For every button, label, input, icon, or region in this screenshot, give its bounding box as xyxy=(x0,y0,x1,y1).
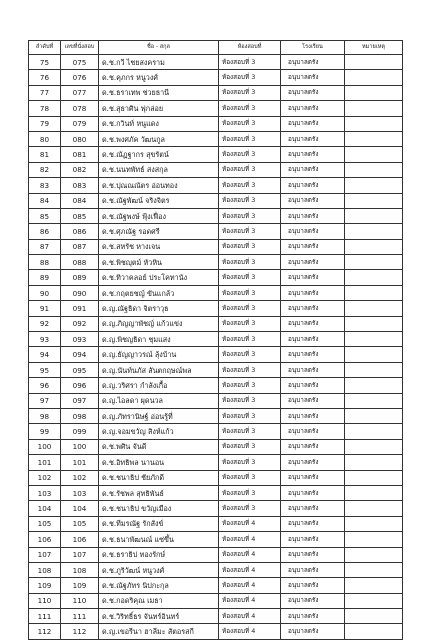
note-cell xyxy=(345,347,403,362)
seat-number: 091 xyxy=(61,301,99,316)
row-number: 75 xyxy=(29,55,61,70)
note-cell xyxy=(345,285,403,300)
student-name: ด.ช.ปุณณณัตร อ่อนทอง xyxy=(99,178,219,193)
exam-room: ห้องสอบที่ 3 xyxy=(219,55,281,70)
exam-room: ห้องสอบที่ 3 xyxy=(219,347,281,362)
note-cell xyxy=(345,270,403,285)
header-row xyxy=(29,41,403,55)
school-name: อนุบาลตรัง xyxy=(281,208,345,223)
student-name: ด.ช.ธราเทพ ช่วยธานี xyxy=(99,85,219,100)
exam-room: ห้องสอบที่ 3 xyxy=(219,131,281,146)
exam-room: ห้องสอบที่ 3 xyxy=(219,485,281,500)
row-number: 104 xyxy=(29,501,61,516)
school-name: อนุบาลตรัง xyxy=(281,116,345,131)
school-name: อนุบาลตรัง xyxy=(281,501,345,516)
student-name: ด.ช.คุภกร หนูวงศ์ xyxy=(99,70,219,85)
table-row xyxy=(29,193,403,208)
row-number: 93 xyxy=(29,332,61,347)
school-name: อนุบาลตรัง xyxy=(281,532,345,547)
row-number: 112 xyxy=(29,624,61,639)
note-cell xyxy=(345,332,403,347)
school-name: อนุบาลตรัง xyxy=(281,362,345,377)
student-name: ด.ช.ชนาธิป ชัยภักดี xyxy=(99,470,219,485)
exam-room: ห้องสอบที่ 3 xyxy=(219,455,281,470)
note-cell xyxy=(345,562,403,577)
seat-number: 097 xyxy=(61,393,99,408)
note-cell xyxy=(345,316,403,331)
table-row xyxy=(29,70,403,85)
table-row xyxy=(29,316,403,331)
table-row xyxy=(29,116,403,131)
note-cell xyxy=(345,362,403,377)
student-name: ด.ช.ณัฏฐากร สุขรัตน์ xyxy=(99,147,219,162)
exam-seating-sheet xyxy=(28,40,402,640)
school-name: อนุบาลตรัง xyxy=(281,562,345,577)
table-row xyxy=(29,347,403,362)
student-name: ด.ช.ธนาพัฒนณ์ แซ่ขึ้น xyxy=(99,532,219,547)
student-name: ด.ช.ภูริวัฒน์ หนูวงศ์ xyxy=(99,562,219,577)
table-row xyxy=(29,408,403,423)
note-cell xyxy=(345,624,403,639)
row-number: 84 xyxy=(29,193,61,208)
table-row xyxy=(29,178,403,193)
student-name: ด.ช.ศุภณัฐ รอดศรี xyxy=(99,224,219,239)
student-name: ด.ช.กวี ไชยสงคราม xyxy=(99,55,219,70)
seat-number: 079 xyxy=(61,116,99,131)
school-name: อนุบาลตรัง xyxy=(281,239,345,254)
exam-room: ห้องสอบที่ 3 xyxy=(219,239,281,254)
row-number: 87 xyxy=(29,239,61,254)
student-name: ด.ช.วิริทธิ์ธร จันทร์อินทร์ xyxy=(99,609,219,624)
seat-number: 082 xyxy=(61,162,99,177)
seat-number: 080 xyxy=(61,131,99,146)
seat-number: 084 xyxy=(61,193,99,208)
seat-number: 085 xyxy=(61,208,99,223)
note-cell xyxy=(345,101,403,116)
seat-number: 100 xyxy=(61,439,99,454)
table-row xyxy=(29,239,403,254)
row-number: 106 xyxy=(29,532,61,547)
student-name: ด.ช.ชนาธิป ขวัญเมือง xyxy=(99,501,219,516)
row-number: 92 xyxy=(29,316,61,331)
exam-room: ห้องสอบที่ 3 xyxy=(219,362,281,377)
exam-room: ห้องสอบที่ 4 xyxy=(219,578,281,593)
row-number: 98 xyxy=(29,408,61,423)
row-number: 101 xyxy=(29,455,61,470)
header-note: หมายเหตุ xyxy=(345,41,403,55)
seat-number: 086 xyxy=(61,224,99,239)
table-row xyxy=(29,378,403,393)
exam-room: ห้องสอบที่ 3 xyxy=(219,393,281,408)
exam-room: ห้องสอบที่ 3 xyxy=(219,178,281,193)
table-row xyxy=(29,85,403,100)
exam-room: ห้องสอบที่ 3 xyxy=(219,332,281,347)
table-row xyxy=(29,208,403,223)
school-name: อนุบาลตรัง xyxy=(281,55,345,70)
row-number: 110 xyxy=(29,593,61,608)
student-name: ด.ญ.ไอลดา ผุดนวล xyxy=(99,393,219,408)
row-number: 89 xyxy=(29,270,61,285)
row-number: 102 xyxy=(29,470,61,485)
header-seat-code: เลขที่นั่งสอบ xyxy=(61,41,99,55)
header-exam-room: ห้องสอบที่ xyxy=(219,41,281,55)
seat-number: 111 xyxy=(61,609,99,624)
row-number: 109 xyxy=(29,578,61,593)
seat-number: 099 xyxy=(61,424,99,439)
seat-number: 104 xyxy=(61,501,99,516)
row-number: 85 xyxy=(29,208,61,223)
seat-number: 110 xyxy=(61,593,99,608)
table-row xyxy=(29,578,403,593)
seat-number: 096 xyxy=(61,378,99,393)
student-name: ด.ช.ธราธิป ทองรักษ์ xyxy=(99,547,219,562)
school-name: อนุบาลตรัง xyxy=(281,470,345,485)
school-name: อนุบาลตรัง xyxy=(281,408,345,423)
note-cell xyxy=(345,532,403,547)
seat-number: 112 xyxy=(61,624,99,639)
note-cell xyxy=(345,131,403,146)
exam-room: ห้องสอบที่ 3 xyxy=(219,147,281,162)
seat-number: 093 xyxy=(61,332,99,347)
school-name: อนุบาลตรัง xyxy=(281,424,345,439)
exam-room: ห้องสอบที่ 3 xyxy=(219,208,281,223)
seat-number: 105 xyxy=(61,516,99,531)
note-cell xyxy=(345,547,403,562)
table-row xyxy=(29,501,403,516)
exam-room: ห้องสอบที่ 3 xyxy=(219,224,281,239)
exam-room: ห้องสอบที่ 4 xyxy=(219,532,281,547)
seat-number: 090 xyxy=(61,285,99,300)
header-name: ชื่อ - สกุล xyxy=(99,41,219,55)
school-name: อนุบาลตรัง xyxy=(281,85,345,100)
seat-number: 077 xyxy=(61,85,99,100)
seat-number: 081 xyxy=(61,147,99,162)
table-row xyxy=(29,624,403,639)
row-number: 81 xyxy=(29,147,61,162)
note-cell xyxy=(345,178,403,193)
row-number: 86 xyxy=(29,224,61,239)
note-cell xyxy=(345,224,403,239)
note-cell xyxy=(345,470,403,485)
note-cell xyxy=(345,239,403,254)
student-name: ด.ช.นนทพัทธ์ สงสกุล xyxy=(99,162,219,177)
student-name: ด.ช.พิชญุตม์ หัวหิน xyxy=(99,255,219,270)
note-cell xyxy=(345,516,403,531)
row-number: 111 xyxy=(29,609,61,624)
school-name: อนุบาลตรัง xyxy=(281,147,345,162)
seat-number: 094 xyxy=(61,347,99,362)
school-name: อนุบาลตรัง xyxy=(281,609,345,624)
student-name: ด.ช.ณัฐพัฒน์ จริงจิตร xyxy=(99,193,219,208)
row-number: 94 xyxy=(29,347,61,362)
exam-room: ห้องสอบที่ 3 xyxy=(219,378,281,393)
table-row xyxy=(29,424,403,439)
header-school: โรงเรียน xyxy=(281,41,345,55)
seat-number: 095 xyxy=(61,362,99,377)
student-name: ด.ช.ทีมรณัฐ รักสังข์ xyxy=(99,516,219,531)
student-name: ด.ช.อิทธิพล นานอน xyxy=(99,455,219,470)
table-row xyxy=(29,362,403,377)
seat-number: 103 xyxy=(61,485,99,500)
seat-number: 075 xyxy=(61,55,99,70)
school-name: อนุบาลตรัง xyxy=(281,178,345,193)
table-row xyxy=(29,470,403,485)
exam-room: ห้องสอบที่ 3 xyxy=(219,101,281,116)
table-row xyxy=(29,485,403,500)
note-cell xyxy=(345,455,403,470)
row-number: 105 xyxy=(29,516,61,531)
exam-room: ห้องสอบที่ 3 xyxy=(219,116,281,131)
row-number: 100 xyxy=(29,439,61,454)
school-name: อนุบาลตรัง xyxy=(281,347,345,362)
row-number: 88 xyxy=(29,255,61,270)
exam-room: ห้องสอบที่ 4 xyxy=(219,516,281,531)
note-cell xyxy=(345,439,403,454)
student-name: ด.ช.สุธาศิน ฟุกล่อย xyxy=(99,101,219,116)
table-row xyxy=(29,593,403,608)
note-cell xyxy=(345,485,403,500)
student-list-table xyxy=(28,40,403,640)
seat-number: 078 xyxy=(61,101,99,116)
note-cell xyxy=(345,193,403,208)
seat-number: 092 xyxy=(61,316,99,331)
school-name: อนุบาลตรัง xyxy=(281,332,345,347)
row-number: 97 xyxy=(29,393,61,408)
school-name: อนุบาลตรัง xyxy=(281,547,345,562)
school-name: อนุบาลตรัง xyxy=(281,101,345,116)
row-number: 103 xyxy=(29,485,61,500)
student-name: ด.ช.กวินท์ หนูแดง xyxy=(99,116,219,131)
school-name: อนุบาลตรัง xyxy=(281,193,345,208)
exam-room: ห้องสอบที่ 4 xyxy=(219,609,281,624)
student-name: ด.ญ.จอมขวัญ สิงห์แก้ว xyxy=(99,424,219,439)
seat-number: 102 xyxy=(61,470,99,485)
school-name: อนุบาลตรัง xyxy=(281,378,345,393)
table-row xyxy=(29,332,403,347)
student-name: ด.ช.กฤตยชญ์ ขันแกล้ว xyxy=(99,285,219,300)
seat-number: 076 xyxy=(61,70,99,85)
seat-number: 083 xyxy=(61,178,99,193)
table-row xyxy=(29,270,403,285)
student-name: ด.ช.ทิวาคลอย์ ประโคทานัง xyxy=(99,270,219,285)
table-row xyxy=(29,224,403,239)
school-name: อนุบาลตรัง xyxy=(281,485,345,500)
exam-room: ห้องสอบที่ 3 xyxy=(219,255,281,270)
table-row xyxy=(29,285,403,300)
note-cell xyxy=(345,393,403,408)
note-cell xyxy=(345,501,403,516)
student-name: ด.ช.กอดริคุณ เมธา xyxy=(99,593,219,608)
table-row xyxy=(29,439,403,454)
student-name: ด.ช.สหรัช หางเจน xyxy=(99,239,219,254)
student-name: ด.ช.ณัฐพงษ์ ฟุ้งเฟื่อง xyxy=(99,208,219,223)
note-cell xyxy=(345,55,403,70)
school-name: อนุบาลตรัง xyxy=(281,593,345,608)
note-cell xyxy=(345,593,403,608)
school-name: อนุบาลตรัง xyxy=(281,270,345,285)
exam-room: ห้องสอบที่ 4 xyxy=(219,624,281,639)
row-number: 90 xyxy=(29,285,61,300)
table-row xyxy=(29,131,403,146)
row-number: 95 xyxy=(29,362,61,377)
note-cell xyxy=(345,70,403,85)
school-name: อนุบาลตรัง xyxy=(281,224,345,239)
table-row xyxy=(29,162,403,177)
row-number: 77 xyxy=(29,85,61,100)
seat-number: 101 xyxy=(61,455,99,470)
table-row xyxy=(29,609,403,624)
seat-number: 088 xyxy=(61,255,99,270)
exam-room: ห้องสอบที่ 3 xyxy=(219,301,281,316)
exam-room: ห้องสอบที่ 3 xyxy=(219,85,281,100)
student-name: ด.ญ.พิชญธิดา ชุมแสง xyxy=(99,332,219,347)
student-name: ด.ช.พศิน จันดี xyxy=(99,439,219,454)
row-number: 107 xyxy=(29,547,61,562)
seat-number: 108 xyxy=(61,562,99,577)
student-name: ด.ช.ณัฐภัทร นิปกะกุล xyxy=(99,578,219,593)
school-name: อนุบาลตรัง xyxy=(281,131,345,146)
seat-number: 106 xyxy=(61,532,99,547)
school-name: อนุบาลตรัง xyxy=(281,162,345,177)
row-number: 96 xyxy=(29,378,61,393)
note-cell xyxy=(345,378,403,393)
row-number: 108 xyxy=(29,562,61,577)
note-cell xyxy=(345,609,403,624)
student-name: ด.ญ.วริศรา กำลังเกื้อ xyxy=(99,378,219,393)
school-name: อนุบาลตรัง xyxy=(281,301,345,316)
school-name: อนุบาลตรัง xyxy=(281,455,345,470)
exam-room: ห้องสอบที่ 3 xyxy=(219,162,281,177)
table-row xyxy=(29,516,403,531)
school-name: อนุบาลตรัง xyxy=(281,316,345,331)
note-cell xyxy=(345,116,403,131)
table-row xyxy=(29,455,403,470)
exam-room: ห้องสอบที่ 3 xyxy=(219,470,281,485)
note-cell xyxy=(345,162,403,177)
table-row xyxy=(29,562,403,577)
school-name: อนุบาลตรัง xyxy=(281,516,345,531)
row-number: 80 xyxy=(29,131,61,146)
table-row xyxy=(29,532,403,547)
table-row xyxy=(29,55,403,70)
exam-room: ห้องสอบที่ 3 xyxy=(219,70,281,85)
student-name: ด.ช.รัชพล สุทธิพันธ์ xyxy=(99,485,219,500)
note-cell xyxy=(345,578,403,593)
note-cell xyxy=(345,147,403,162)
table-row xyxy=(29,255,403,270)
school-name: อนุบาลตรัง xyxy=(281,285,345,300)
seat-number: 087 xyxy=(61,239,99,254)
row-number: 79 xyxy=(29,116,61,131)
student-name: ด.ญ.ภิญญาพัชญ์ แก้วแข่ง xyxy=(99,316,219,331)
seat-number: 098 xyxy=(61,408,99,423)
school-name: อนุบาลตรัง xyxy=(281,439,345,454)
exam-room: ห้องสอบที่ 3 xyxy=(219,270,281,285)
row-number: 78 xyxy=(29,101,61,116)
exam-room: ห้องสอบที่ 4 xyxy=(219,547,281,562)
exam-room: ห้องสอบที่ 3 xyxy=(219,408,281,423)
table-row xyxy=(29,393,403,408)
note-cell xyxy=(345,85,403,100)
exam-room: ห้องสอบที่ 3 xyxy=(219,285,281,300)
header-no: ลำดับที่ xyxy=(29,41,61,55)
seat-number: 109 xyxy=(61,578,99,593)
exam-room: ห้องสอบที่ 3 xyxy=(219,316,281,331)
school-name: อนุบาลตรัง xyxy=(281,255,345,270)
table-body xyxy=(29,55,403,640)
school-name: อนุบาลตรัง xyxy=(281,624,345,639)
note-cell xyxy=(345,208,403,223)
table-row xyxy=(29,547,403,562)
school-name: อนุบาลตรัง xyxy=(281,578,345,593)
exam-room: ห้องสอบที่ 3 xyxy=(219,439,281,454)
student-name: ด.ญ.นันท์นภัส สันตกฤษณ์พล xyxy=(99,362,219,377)
seat-number: 107 xyxy=(61,547,99,562)
school-name: อนุบาลตรัง xyxy=(281,70,345,85)
row-number: 82 xyxy=(29,162,61,177)
exam-room: ห้องสอบที่ 4 xyxy=(219,562,281,577)
student-name: ด.ช.พงศภัค วัฒนกูล xyxy=(99,131,219,146)
row-number: 76 xyxy=(29,70,61,85)
exam-room: ห้องสอบที่ 4 xyxy=(219,593,281,608)
seat-number: 089 xyxy=(61,270,99,285)
student-name: ด.ญ.ภัทรานิษฐ์ อ่อนรู้ที่ xyxy=(99,408,219,423)
exam-room: ห้องสอบที่ 3 xyxy=(219,193,281,208)
student-name: ด.ญ.ณัฐธิดา จิตราวุธ xyxy=(99,301,219,316)
row-number: 83 xyxy=(29,178,61,193)
student-name: ด.ญ.ธัญญาวรณ์ ลุ้งบ้าน xyxy=(99,347,219,362)
exam-room: ห้องสอบที่ 3 xyxy=(219,501,281,516)
exam-room: ห้องสอบที่ 3 xyxy=(219,424,281,439)
row-number: 99 xyxy=(29,424,61,439)
row-number: 91 xyxy=(29,301,61,316)
note-cell xyxy=(345,424,403,439)
note-cell xyxy=(345,255,403,270)
table-row xyxy=(29,101,403,116)
table-header xyxy=(29,41,403,55)
note-cell xyxy=(345,301,403,316)
student-name: ด.ญ.เขอรีนา ฮาลีมะ สัตอรสกี xyxy=(99,624,219,639)
table-row xyxy=(29,301,403,316)
school-name: อนุบาลตรัง xyxy=(281,393,345,408)
table-row xyxy=(29,147,403,162)
note-cell xyxy=(345,408,403,423)
